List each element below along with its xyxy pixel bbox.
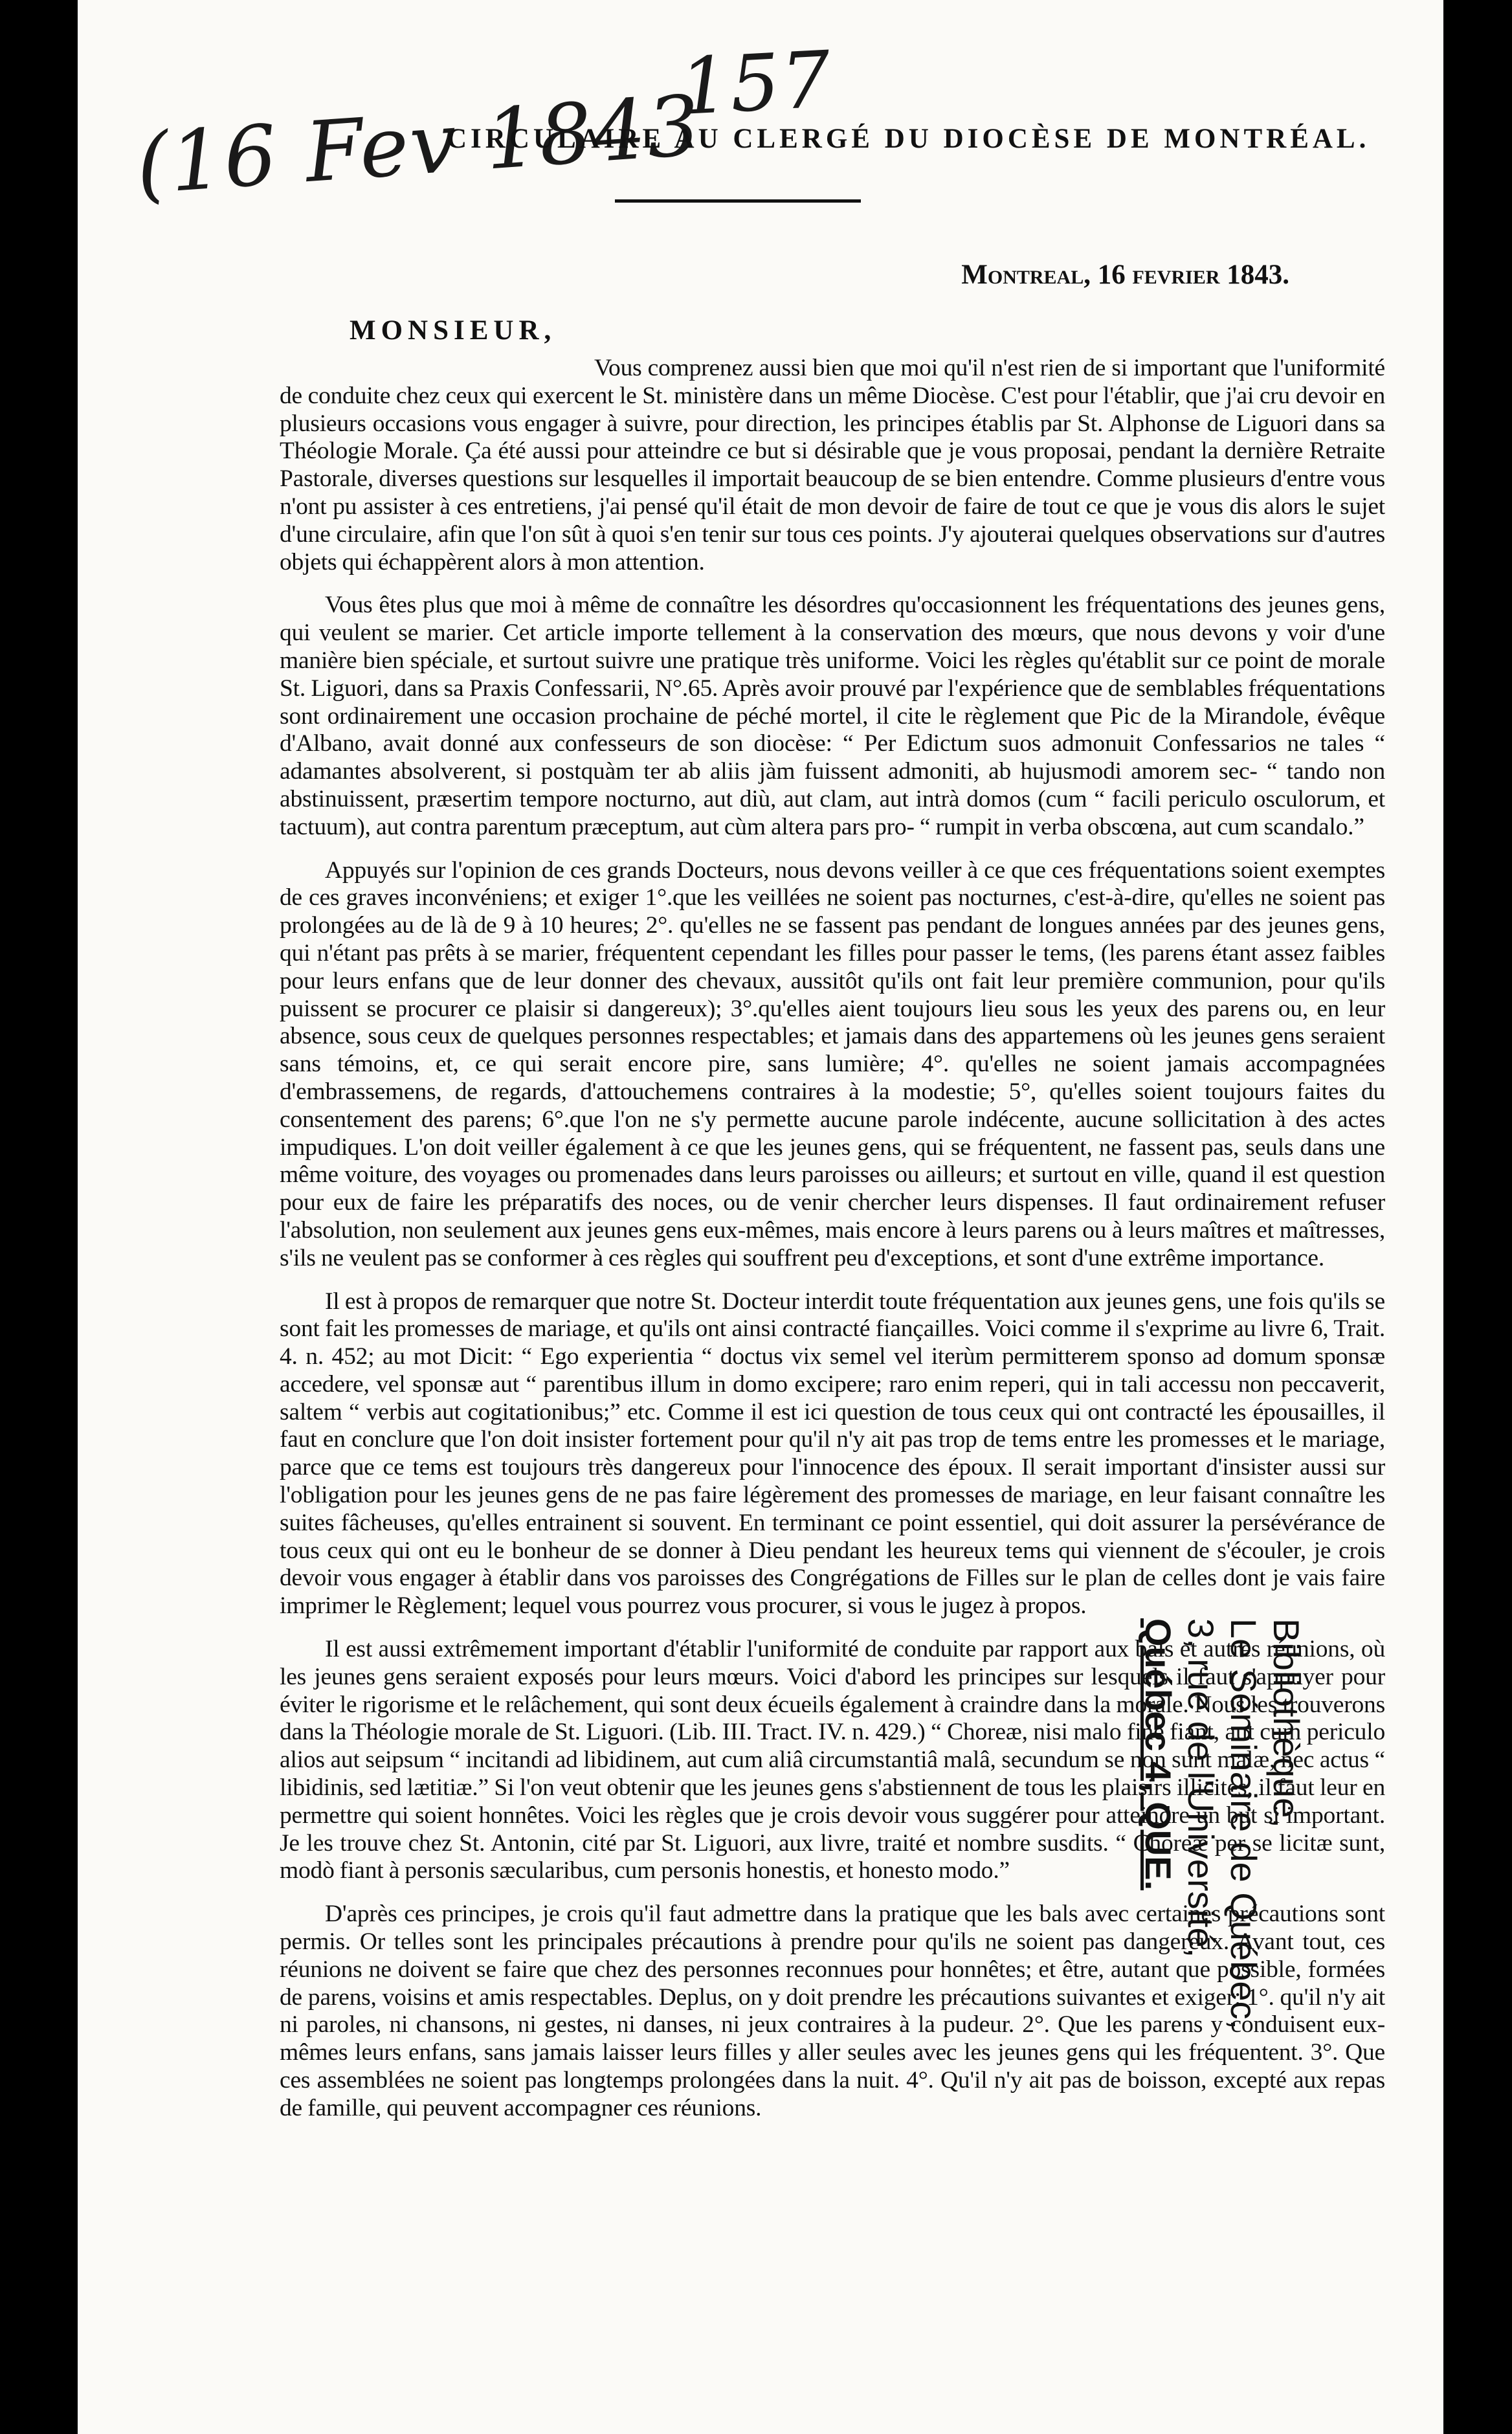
title-divider bbox=[615, 199, 861, 203]
handwritten-date: (16 Fev 1843 bbox=[133, 77, 704, 214]
dateline: Montreal, 16 fevrier 1843. bbox=[961, 260, 1289, 290]
page-title: CIRCULAIRE AU CLERGÉ DU DIOCÈSE DE MONTRÉAL. bbox=[447, 124, 1370, 154]
stamp-line-1: Bibliothèque, bbox=[1266, 1618, 1307, 1828]
stamp-line-3: 3, rue de l'Université, bbox=[1181, 1618, 1221, 1958]
paragraph-fiancailles: Il est à propos de remarquer que notre St. Docteur interdit toute fréquentation aux jeunes gens, une fois qu'ils se sont fait les promesses de mariage, et qu'ils ont ainsi contracté fiançailles. Voici comme il s'exprime au livre 6, Trait. 4. n. 452; au mot Dicit: “ Ego experientia “ doctus vix semel vel iterùm permitterem sponso ad domum sponsæ accedere, vel sponsæ aut “ parentibus illum in domo excipere; raro enim reperi, qui in tali accessu non peccaverit, saltem “ verbis aut cogitationibus;” etc. Comme il est ici question de tous ceux qui ont contracté les épousailles, il faut en conclure que l'on doit insister fortement pour qu'il n'y ait pas trop de tems entre les promesses et le mariage, parce que ce tems est toujours très dangereux pour l'innocence des époux. Il serait important d'insister aussi sur l'obligation pour les jeunes gens de ne pas faire légèrement des promesses de mariage, en leur faisant connaître les suites fâcheuses, qu'elles entrainent si souvent. En terminant ce point essentiel, qui doit assurer la persévérance de tous ceux qui ont eu le bonheur de se donner à Dieu pendant les heureux tems qui viennent de s'écouler, je crois devoir vous engager à établir dans vos paroisses des Congrégations de Filles sur le plan de celles dont je vais faire imprimer le Règlement; lequel vous pourrez vous procurer, si vous le jugez à propos. bbox=[280, 1288, 1385, 1620]
paragraph-bals: Il est aussi extrêmement important d'établir l'uniformité de conduite par rapport aux bals et autres réunions, où les jeunes gens seraient exposés pour leurs mœurs. Voici d'abord les principes sur lesquels il faut s'appuyer pour éviter le rigorisme et le relâchement, qui sont deux écueils également à craindre dans la morale. Nous les trouverons dans la Théologie morale de St. Liguori. (Lib. III. Tract. IV. n. 429.) “ Choreæ, nisi malo fine fiant, aut cum periculo alios aut seipsum “ incitandi ad libidinem, aut cum aliâ circumstantiâ malâ, secundum se non sunt malæ, nec actus “ libidinis, sed lætitiæ.” Si l'on veut obtenir que les jeunes gens s'abstiennent de tous les plaisirs illicites, il faut leur en permettre qui soient honnêtes. Voici les règles que je crois devoir vous suggérer pour atteindre un but si important. Je les trouve chez St. Antonin, cité par St. Liguori, aux livre, traité et nombre susdits. “ Choreæ per se licitæ sunt, modò fiant à personis sæcularibus, cum personis honestis, et honesto modo.” bbox=[280, 1636, 1385, 1884]
library-stamp bbox=[1138, 1618, 1307, 2266]
paragraph-precautions: D'après ces principes, je crois qu'il faut admettre dans la pratique que les bals avec certaines précautions sont permis. Or telles sont les principales précautions à prendre pour qu'ils ne soient pas dangereux. Avant tout, ces réunions ne doivent se faire que chez des personnes reconnues pour honnêtes; et être, autant que possible, formées de parens, voisins et amis respectables. Deplus, on y doit prendre les précautions suivantes et exiger: 1°. qu'il n'y ait ni paroles, ni chansons, ni gestes, ni danses, ni jeux contraires à la pudeur. 2°. Que les parens y conduisent eux-mêmes leurs enfans, sans jamais laisser leurs filles y aller seules avec les jeunes gens qui les fréquentent. 3°. Que ces assemblées ne soient pas longtemps prolongées dans la nuit. 4°. Qu'il n'y ait pas de boisson, excepté aux repas de famille, qui peuvent accompagner ces réunions. bbox=[280, 1901, 1385, 2121]
salutation: MONSIEUR, bbox=[350, 315, 557, 346]
paragraph-frequentations: Vous êtes plus que moi à même de connaître les désordres qu'occasionnent les fréquentations des jeunes gens, qui veulent se marier. Cet article importe tellement à la conservation des mœurs, que nous devons y voir d'une manière bien spéciale, et surtout suivre une pratique très uniforme. Voici les règles qu'établit sur ce point de morale St. Liguori, dans sa Praxis Confessarii, N°.65. Après avoir prouvé par l'expérience que de semblables fréquentations sont ordinairement une occasion prochaine de péché mortel, il cite le règlement que Pic de la Mirandole, évêque d'Albano, avait donné aux confesseurs de son diocèse: “ Per Edictum suos admonuit Confessarios ne tales “ adamantes absolverent, si postquàm ter ab aliis jàm fuissent admoniti, ab hujusmodi amorem sec- “ tando non abstinuissent, præsertim tempore nocturno, aut diù, aut clam, aut intrà domos (cum “ facili periculo osculorum, et tactuum), aut contra parentum præceptum, aut cùm altera pars pro- “ rumpit in verba obscœna, aut cum scandalo.” bbox=[280, 592, 1385, 840]
document-page bbox=[78, 0, 1443, 2434]
handwritten-number: 157 bbox=[677, 34, 834, 133]
paragraph-rules: Appuyés sur l'opinion de ces grands Docteurs, nous devons veiller à ce que ces fréquentations soient exemptes de ces graves inconvéniens; et exiger 1°.que les veillées ne soient pas nocturnes, c'est-à-dire, qu'elles ne soient pas prolongées au de là de 9 à 10 heures; 2°. qu'elles ne se fassent pas pendant de longues années par des jeunes gens, qui n'étant pas prêts à se marier, fréquentent cependant les filles pour passer le tems, (les parens étant assez faibles pour leurs enfans que de leur donner des chevaux, aussitôt qu'ils ont fait leur première communion, pour qu'ils puissent se procurer ce plaisir si dangereux); 3°.qu'elles aient toujours lieu sous les yeux des parens ou, en leur absence, sous ceux de quelques personnes respectables; et jamais dans des appartemens où les jeunes gens seraient sans témoins, et, ce qui serait encore pire, sans lumière; 4°. qu'elles ne soient jamais accompagnées d'embrassemens, de regards, d'attouchemens contraires à la modestie; 5°, qu'elles soient toujours faites du consentement des parens; 6°.que l'on ne s'y permette aucune parole indécente, aucune sollicitation à des actes impudiques. L'on doit veiller également à ce que les jeunes gens, qui se fréquentent, ne fassent pas, seuls dans une même voiture, des voyages ou promenades dans leurs paroisses ou ailleurs; et surtout en ville, quand il est question pour eux de faire les préparatifs des noces, ou de venir chercher leurs dispenses. Il faut ordinairement refuser l'absolution, non seulement aux jeunes gens eux-mêmes, mais encore à leurs parens ou à leurs maîtres et maîtresses, s'ils ne veulent pas se conformer à ces règles qui souffrent peu d'exceptions, et sont d'une extrême importance. bbox=[280, 856, 1385, 1271]
stamp-line-2: Le Séminaire de Québec, bbox=[1223, 1618, 1264, 2030]
stamp-line-4: Québec 4, QUE. bbox=[1138, 1618, 1179, 1891]
paragraph-uniformity: Vous comprenez aussi bien que moi qu'il n'est rien de si important que l'uniformité de conduite chez ceux qui exercent le St. ministère dans un même Diocèse. C'est pour l'établir, que j'ai cru devoir en plusieurs occasions vous engager à suivre, pour direction, les principes établis par St. Alphonse de Liguori dans sa Théologie Morale. Ça été aussi pour atteindre ce but si désirable que je vous proposai, pendant la dernière Retraite Pastorale, diverses questions sur lesquelles il importait beaucoup de se bien entendre. Comme plusieurs d'entre vous n'ont pu assister à ces entretiens, j'ai pensé qu'il était de mon devoir de faire de tout ce que je vous dis alors le sujet d'une circulaire, afin que l'on sût à quoi s'en tenir sur tous ces points. J'y ajouterai quelques observations sur d'autres objets qui échappèrent alors à mon attention. bbox=[280, 355, 1385, 575]
